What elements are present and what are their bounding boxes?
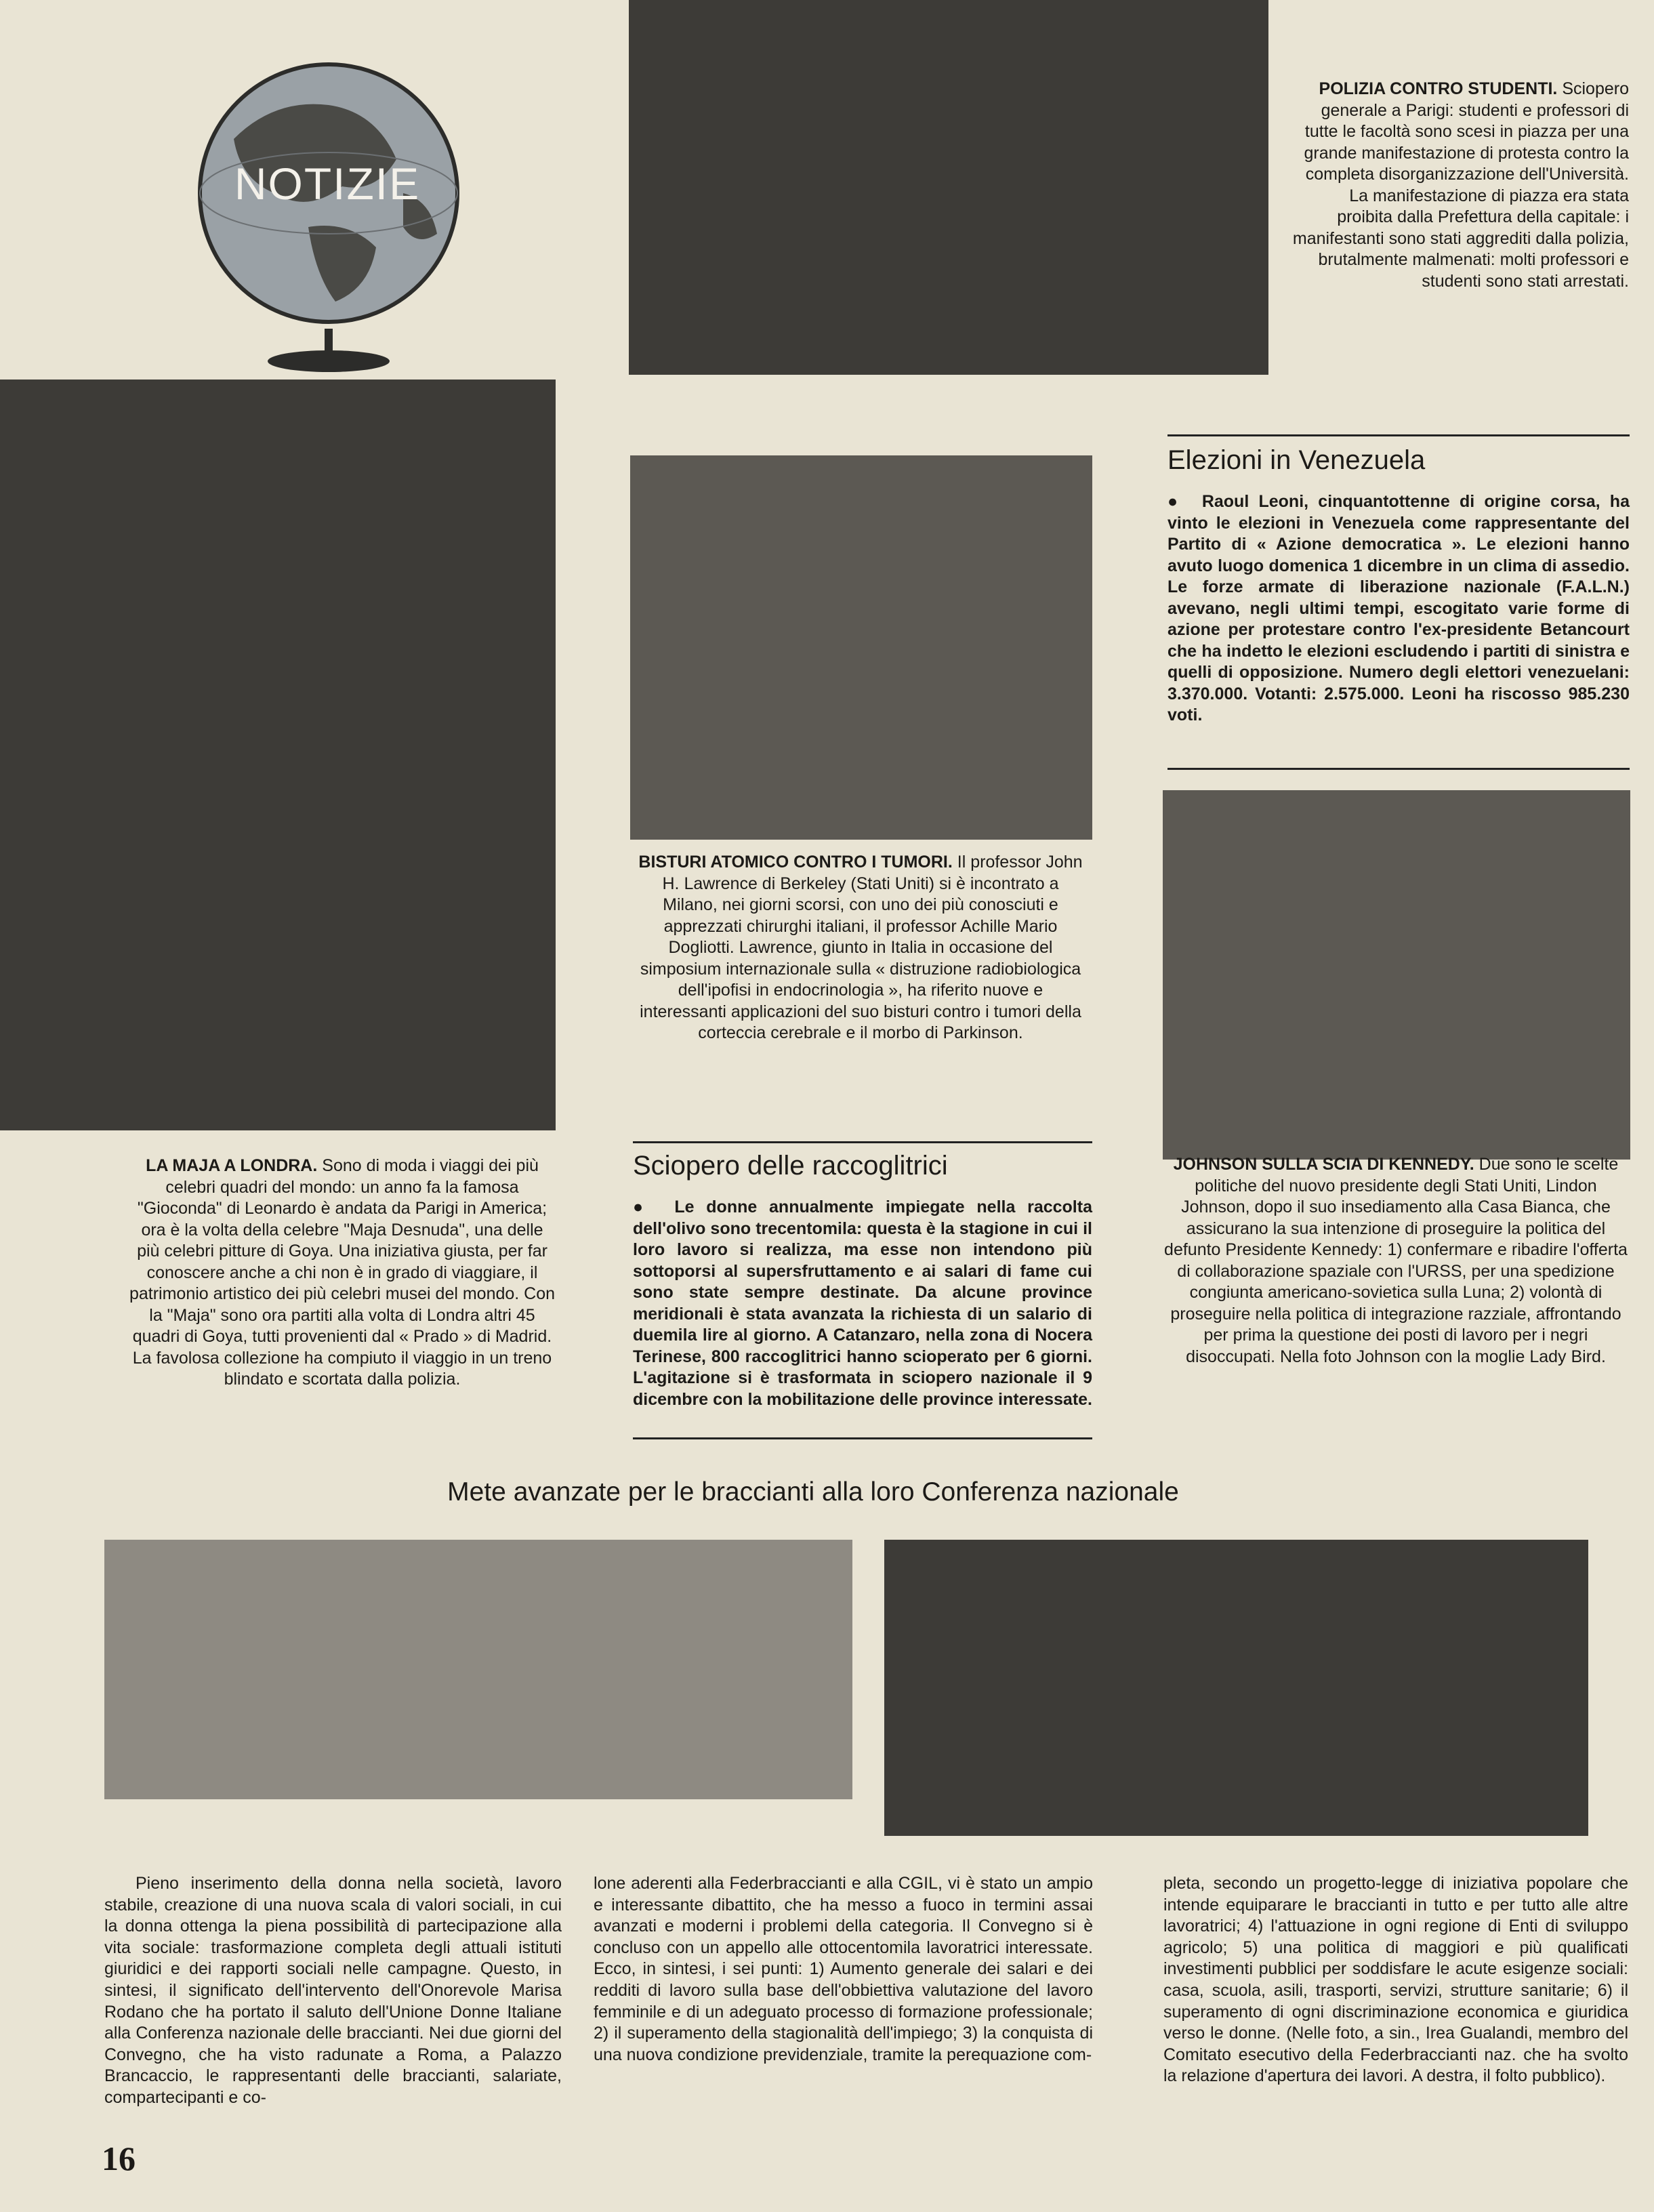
bullet-icon: ● bbox=[633, 1197, 675, 1216]
photo-maja-painting bbox=[0, 380, 556, 1130]
braccianti-heading: Mete avanzate per le braccianti alla loro Conferenza nazionale bbox=[447, 1477, 1179, 1507]
page-number: 16 bbox=[102, 2139, 136, 2177]
notizie-globe bbox=[173, 58, 484, 376]
venezuela-rule bbox=[1167, 434, 1630, 436]
raccoglitrici-text bbox=[633, 1197, 1092, 1410]
police-caption-text: Sciopero generale a Parigi: studenti e professori di tutte le facoltà sono scesi in piazza per una grande manifestazione di protesta contro la completa disorganizzazione dell'Università. La manifestazione di piazza era stata proibita dalla Prefettura della capitale: i manifestanti sono stati aggrediti dalla polizia, brutalmente malmenati: molti professori e studenti sono stati arrestati. bbox=[1292, 79, 1629, 291]
bullet-icon: ● bbox=[1167, 492, 1202, 511]
photo-conference-speakers bbox=[104, 1540, 852, 1799]
venezuela-body: Raoul Leoni, cinquantottenne di origine corsa, ha vinto le elezioni in Venezuela come rappresentante del Partito di « Azione democratica ». Le elezioni hanno avuto luogo domenica 1 dicembre in un clima di assedio. Le forze armate di liberazione nazionale (F.A.L.N.) avevano, negli ultimi tempi, escogitato varie forme di azione per protestare contro l'ex-presidente Betancourt che ha indetto le elezioni escludendo i partiti di sinistra e quelli di opposizione. Numero degli elettori venezuelani: 3.370.000. Votanti: 2.575.000. Leoni ha riscosso 985.230 voti. bbox=[1167, 492, 1630, 724]
venezuela-rule-bottom bbox=[1167, 768, 1630, 770]
photo-johnson-lady-bird bbox=[1163, 790, 1630, 1160]
maja-caption-title: LA MAJA A LONDRA. bbox=[146, 1156, 318, 1175]
johnson-caption bbox=[1163, 1154, 1629, 1368]
raccoglitrici-heading: Sciopero delle raccoglitrici bbox=[633, 1151, 948, 1181]
maja-caption-text: Sono di moda i viaggi dei più celebri quadri del mondo: un anno fa la famosa "Gioconda" di Leonardo è andata da Parigi in America; ora è la volta della celebre "Maja Desnuda", una delle più celebri pitture di Goya. Una iniziativa giusta, per far conoscere anche a chi non è in grado di viaggiare, il patrimonio artistico dei più celebri musei del mondo. Con la "Maja" sono ora partiti alla volta di Londra altri 45 quadri di Goya, tutti provenienti dal « Prado » di Madrid. La favolosa collezione ha compiuto il viaggio in un treno blindato e scortata dalla polizia. bbox=[129, 1156, 556, 1389]
bisturi-caption bbox=[633, 852, 1088, 1044]
raccoglitrici-rule bbox=[633, 1141, 1092, 1143]
raccoglitrici-rule-bottom bbox=[633, 1437, 1092, 1439]
photo-students-police bbox=[629, 0, 1268, 375]
braccianti-col-1: Pieno inserimento della donna nella società, lavoro stabile, creazione di una nuova scala di valori sociali, in cui la donna ottenga la piena possibilità di partecipazione alla vita sociale: trasformazione completa degli attuali istituti giuridici e dei rapporti sociali nelle campagne. Questo, in sintesi, il significato dell'intervento dell'Onorevole Marisa Rodano che ha portato il saluto dell'Unione Donne Italiane alla Conferenza nazionale delle braccianti. Nei due giorni del Convegno, che ha visto radunate a Roma, a Palazzo Brancaccio, le rappresentanti delle braccianti, salariate, compartecipanti e co- bbox=[104, 1874, 562, 2107]
photo-conference-audience bbox=[884, 1540, 1588, 1836]
maja-caption bbox=[129, 1155, 556, 1391]
notizie-label: NOTIZIE bbox=[234, 159, 421, 209]
police-caption bbox=[1290, 79, 1629, 292]
raccoglitrici-body: Le donne annualmente impiegate nella raccolta dell'olivo sono trecentomila: questa è la stagione in cui il loro lavoro si realizza, ma esse non intendono più sottoporsi al supersfruttamento e ai salari di fame cui sono state sempre destinate. Da alcune province meridionali è stata avanzata la richiesta di un salario di duemila lire al giorno. A Catanzaro, nella zona di Nocera Terinese, 800 raccoglitrici hanno scioperato per 6 giorni. L'agitazione si è trasformata in sciopero nazionale il 9 dicembre con la mobilitazione delle province interessate. bbox=[633, 1197, 1092, 1409]
braccianti-col-2: lone aderenti alla Federbraccianti e alla CGIL, vi è stato un ampio e interessante dibattito, che ha messo a fuoco in termini assai avanzati e moderni i problemi della categoria. Il Convegno si è concluso con un appello alle ottocentomila lavoratrici interessate. Ecco, in sintesi, i sei punti: 1) Aumento generale dei salari e dei redditi di lavoro sulla base dell'obbiettiva valutazione del lavoro femminile e di un adeguato processo di formazione professionale; 2) il superamento della stagionalità dell'impiego; 3) la conquista di una nuova condizione previdenziale, tramite la perequazione com- bbox=[594, 1874, 1093, 2064]
johnson-caption-title: JOHNSON SULLA SCIA DI KENNEDY. bbox=[1173, 1155, 1474, 1174]
bisturi-caption-text: Il professor John H. Lawrence di Berkeley (Stati Uniti) si è incontrato a Milano, nei giorni scorsi, con uno dei più conosciuti e apprezzati chirurghi italiani, il professor Achille Mario Dogliotti. Lawrence, giunto in Italia in occasione del simposium internazionale sulla « distruzione radiobiologica dell'ipofisi in endocrinologia », ha riferito nuove e interessanti applicazioni del suo bisturi contro i tumori della corteccia cerebrale e il morbo di Parkinson. bbox=[640, 853, 1083, 1042]
bisturi-caption-title: BISTURI ATOMICO CONTRO I TUMORI. bbox=[638, 853, 953, 872]
police-caption-title: POLIZIA CONTRO STUDENTI. bbox=[1319, 79, 1558, 98]
photo-lawrence-dogliotti bbox=[630, 455, 1092, 840]
venezuela-text bbox=[1167, 491, 1630, 726]
johnson-caption-text: Due sono le scelte politiche del nuovo presidente degli Stati Uniti, Lindon Johnson, dopo il suo insediamento alla Casa Bianca, che assicurano la sua intenzione di proseguire la politica del defunto Presidente Kennedy: 1) confermare e ribadire l'offerta di collaborazione spaziale con l'URSS, per una spedizione congiunta americano-sovietica sulla Luna; 2) volontà di proseguire nella politica di integrazione razziale, affrontando per prima la questione dei posti di lavoro per i negri disoccupati. Nella foto Johnson con la moglie Lady Bird. bbox=[1164, 1155, 1628, 1366]
braccianti-col-3: pleta, secondo un progetto-legge di iniziativa popolare che intende equiparare le braccianti in tutto e per tutto alle altre lavoratrici; 4) l'attuazione in ogni regione di Enti di sviluppo agricolo; 5) una politica di maggiori e più qualificati investimenti pubblici per soddisfare le acute esigenze sociali: casa, scuola, asili, trasporti, servizi, strutture sanitarie; 6) il superamento di ogni discriminazione economica e giuridica verso le donne. (Nelle foto, a sin., Irea Gualandi, membro del Comitato esecutivo della Federbraccianti naz. che ha svolto la relazione d'apertura dei lavori. A destra, il folto pubblico). bbox=[1163, 1874, 1628, 2086]
venezuela-heading: Elezioni in Venezuela bbox=[1167, 445, 1426, 475]
